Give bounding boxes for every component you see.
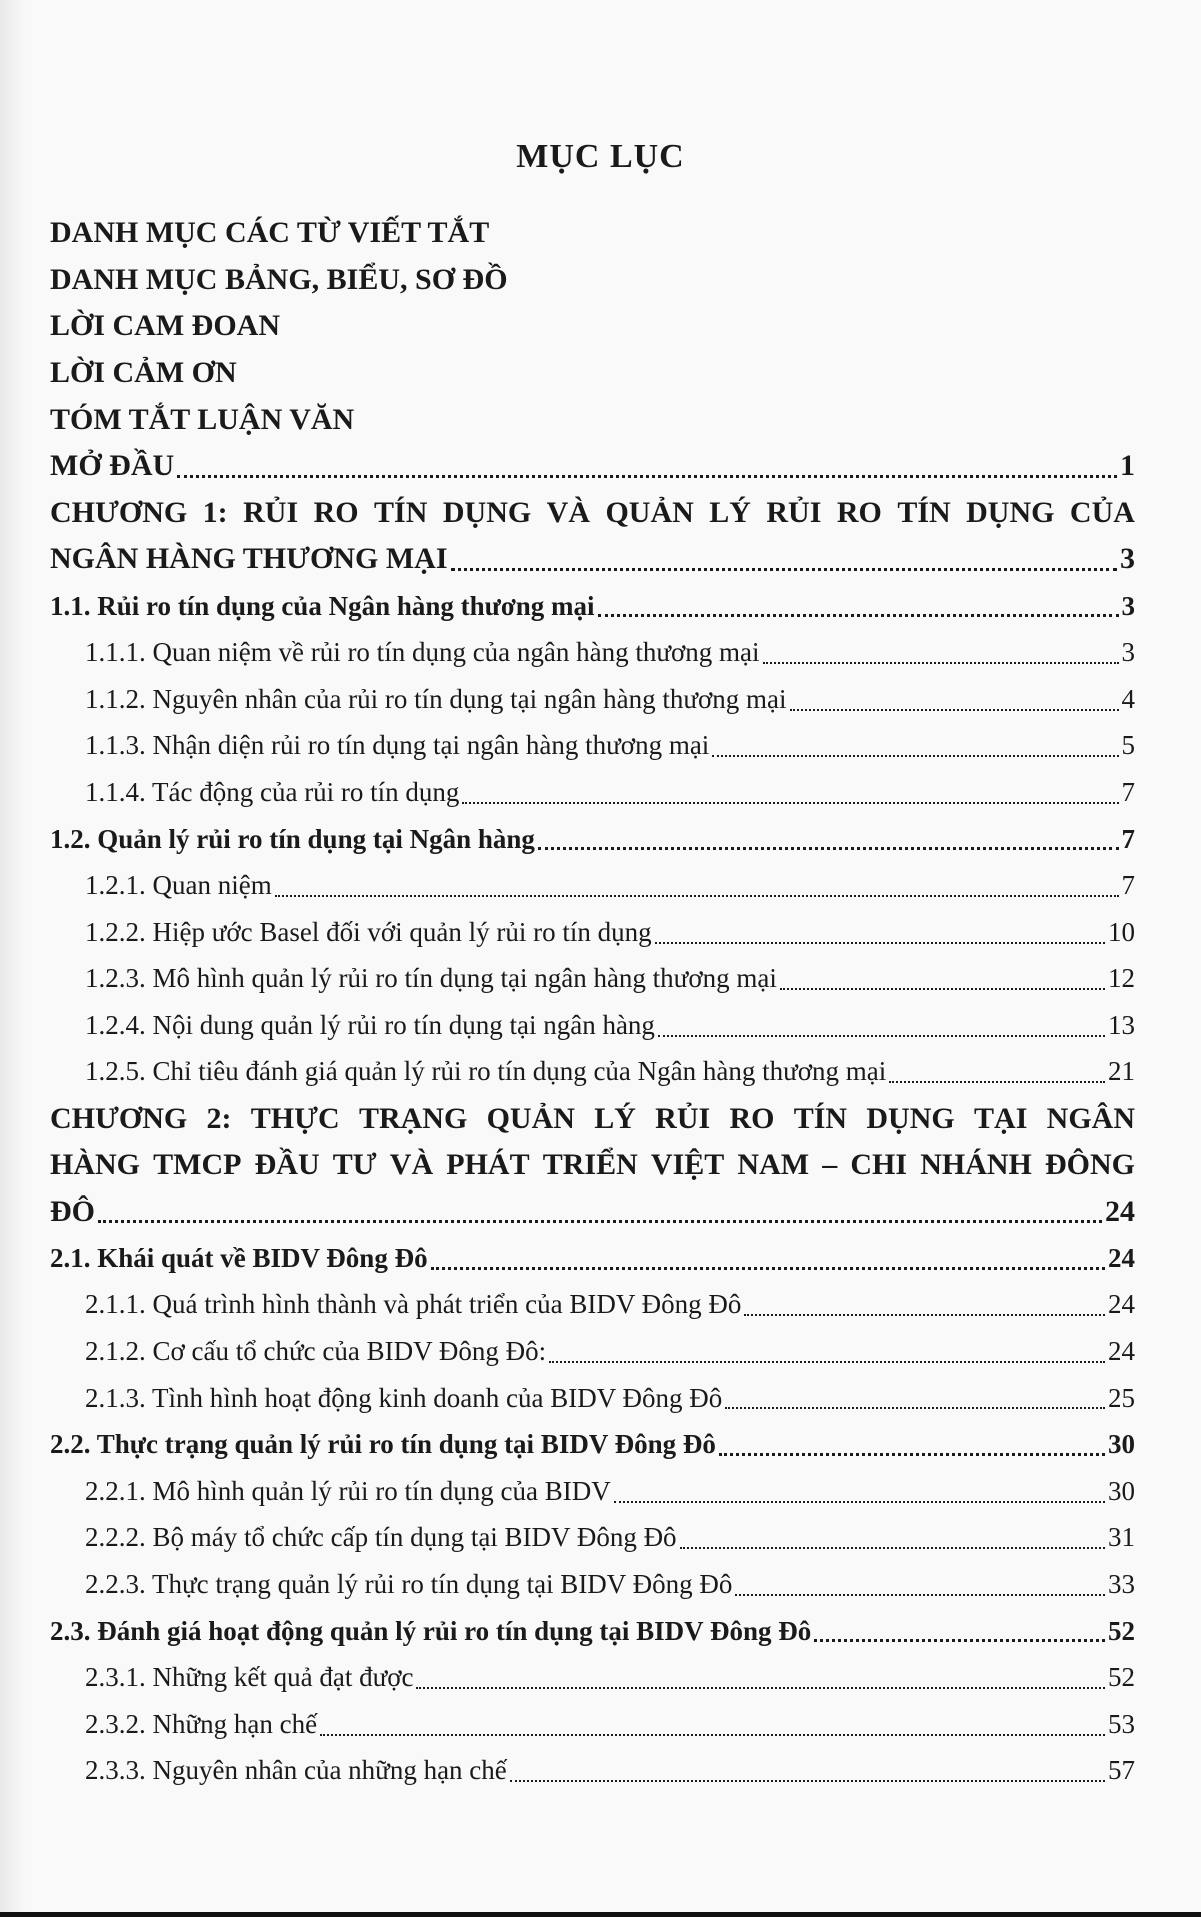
chapter-1-heading-line-2[interactable] [50,536,1135,583]
dot-leader [320,1733,1105,1736]
dot-leader [98,1219,1102,1223]
toc-page-number: 53 [1108,1708,1135,1739]
toc-entry-label: 1.1.1. Quan niệm về rủi ro tín dụng của ngân hàng thương mại [85,637,760,668]
toc-page-number: 25 [1108,1382,1135,1413]
toc-page-number: 52 [1108,1662,1135,1693]
toc-subsection[interactable] [50,1049,1135,1096]
toc-section-2-1[interactable] [50,1235,1135,1282]
toc-entry-label: 1.2.2. Hiệp ước Basel đối với quản lý rủi ro tín dụng [85,916,652,947]
toc-subsection[interactable] [50,1515,1135,1562]
dot-leader [889,1080,1105,1083]
heading-word: CHI [850,1148,908,1182]
toc-page-number: 12 [1108,963,1135,994]
heading-word: TÍN [897,495,951,529]
heading-word: 1: [202,495,228,529]
toc-subsection[interactable] [50,1002,1135,1049]
toc-subsection[interactable] [50,956,1135,1003]
heading-word: – [822,1148,838,1182]
toc-entry-label: 2.2.1. Mô hình quản lý rủi ro tín dụng của BIDV [85,1475,611,1506]
toc-page-number: 30 [1108,1475,1135,1506]
toc-page-number: 3 [1121,590,1135,621]
dot-leader [680,1546,1105,1549]
toc-page-number: 24 [1108,1336,1135,1367]
toc-page-number: 52 [1108,1615,1135,1646]
toc-entry-label: DANH MỤC BẢNG, BIỂU, SƠ ĐỒ [50,262,508,296]
heading-word: VÀ [389,1148,434,1182]
heading-word: VÀ [546,495,590,529]
toc-page-number: 13 [1108,1009,1135,1040]
chapter-1-heading-line-1[interactable] [50,490,1135,537]
page-edge-shadow [0,0,26,1917]
toc-page-number: 1 [1120,449,1135,483]
toc-subsection[interactable] [50,1748,1135,1795]
heading-word: RỦI [766,495,822,529]
table-of-contents [50,210,1135,1794]
toc-subsection[interactable] [50,723,1135,770]
toc-entry-label: 1.2.1. Quan niệm [85,870,272,901]
toc-subsection[interactable] [50,1561,1135,1608]
toc-subsection[interactable] [50,1375,1135,1422]
toc-entry-label: TÓM TẮT LUẬN VĂN [50,402,355,436]
toc-entry-label: 1.1.3. Nhận diện rủi ro tín dụng tại ngân hàng thương mại [85,730,710,761]
toc-entry[interactable] [50,396,1135,443]
toc-entry-label: 1.2. Quản lý rủi ro tín dụng tại Ngân hàng [50,823,535,854]
dot-leader [719,1452,1105,1456]
dot-leader [462,801,1118,804]
heading-word: VIỆT [650,1148,725,1182]
toc-page-number: 5 [1121,730,1135,761]
dot-leader [275,894,1119,897]
toc-subsection[interactable] [50,629,1135,676]
toc-entry-label: 2.2.2. Bộ máy tổ chức cấp tín dụng tại BIDV Đông Đô [85,1522,677,1553]
toc-subsection[interactable] [50,1282,1135,1329]
toc-page-number: 7 [1121,823,1135,854]
toc-subsection[interactable] [50,909,1135,956]
heading-word: RO [836,495,882,529]
toc-entry-label: LỜI CAM ĐOAN [50,309,280,343]
toc-page-number: 21 [1108,1056,1135,1087]
toc-page-number: 57 [1108,1755,1135,1786]
dot-leader [549,1360,1105,1363]
heading-word: TRẠNG [358,1101,468,1135]
heading-word: ĐẦU [254,1148,320,1182]
toc-page-number: 4 [1121,683,1135,714]
heading-word: CHƯƠNG [50,495,188,529]
heading-word: RO [729,1101,775,1135]
toc-page-number: 31 [1108,1522,1135,1553]
dot-leader [790,708,1119,711]
heading-word: RO [313,495,359,529]
toc-page-number: 7 [1121,776,1135,807]
toc-section-2-3[interactable] [50,1608,1135,1655]
heading-word: LÝ [709,495,751,529]
toc-entry-label: 1.2.5. Chỉ tiêu đánh giá quản lý rủi ro tín dụng của Ngân hàng thương mại [85,1056,887,1087]
toc-section-1-1[interactable] [50,583,1135,630]
chapter-2-heading-line-2[interactable] [50,1142,1135,1189]
heading-word: QUẢN [605,495,694,529]
toc-entry-label: 1.1. Rủi ro tín dụng của Ngân hàng thương mại [50,590,595,621]
dot-leader [712,754,1118,757]
toc-subsection[interactable] [50,1654,1135,1701]
toc-entry-label: MỞ ĐẦU [50,449,175,483]
dot-leader [735,1593,1105,1596]
dot-leader [655,941,1105,944]
heading-word: RỦI [655,1101,711,1135]
toc-entry-label: 2.1.1. Quá trình hình thành và phát triển của BIDV Đông Đô [85,1289,742,1320]
heading-word: DỤNG [966,495,1055,529]
toc-subsection[interactable] [50,862,1135,909]
toc-page-number: 33 [1108,1569,1135,1600]
toc-entry-label: 2.1.3. Tình hình hoạt động kinh doanh của BIDV Đông Đô [85,1382,723,1413]
toc-section-1-2[interactable] [50,816,1135,863]
toc-entry[interactable] [50,210,1135,257]
toc-entry-label: 2.3.2. Những hạn chế [85,1708,318,1739]
toc-page-number: 3 [1121,637,1135,668]
toc-entry-label: 1.1.4. Tác động của rủi ro tín dụng [85,776,460,807]
heading-word: TRIỂN [542,1148,638,1182]
toc-entry-label: 2.2.3. Thực trạng quản lý rủi ro tín dụng tại BIDV Đông Đô [85,1569,733,1600]
dot-leader [510,1779,1105,1782]
toc-page-number: 24 [1108,1242,1135,1273]
heading-word: PHÁT [446,1148,530,1182]
heading-word: NGÂN [1046,1101,1135,1135]
dot-leader [744,1313,1105,1316]
heading-word: DỤNG [442,495,532,529]
heading-word: 2: [206,1101,232,1135]
heading-word: TÍN [793,1101,848,1135]
toc-subsection[interactable] [50,676,1135,723]
toc-entry-label: 1.1.2. Nguyên nhân của rủi ro tín dụng tại ngân hàng thương mại [85,683,787,714]
toc-section-2-2[interactable] [50,1421,1135,1468]
toc-page-number: 30 [1108,1429,1135,1460]
dot-leader [416,1686,1105,1689]
dot-leader [431,1266,1105,1270]
dot-leader [658,1034,1105,1037]
heading-word: NHÁNH [920,1148,1032,1182]
toc-entry[interactable] [50,303,1135,350]
toc-entry-label: 2.3.3. Nguyên nhân của những hạn chế [85,1755,507,1786]
chapter-2-heading-line-1[interactable] [50,1095,1135,1142]
heading-word: THỰC [250,1101,340,1135]
toc-entry-label: NGÂN HÀNG THƯƠNG MẠI [50,542,448,576]
toc-subsection[interactable] [50,1701,1135,1748]
toc-subsection[interactable] [50,1328,1135,1375]
toc-entry-label: ĐÔ [50,1194,95,1228]
chapter-2-heading-line-3[interactable] [50,1188,1135,1235]
toc-entry-label: 2.3. Đánh giá hoạt động quản lý rủi ro tín dụng tại BIDV Đông Đô [50,1615,812,1646]
dot-leader [614,1500,1105,1503]
toc-entry-label: 2.1. Khái quát về BIDV Đông Đô [50,1242,428,1273]
toc-entry-mo-dau[interactable] [50,443,1135,490]
heading-word: CỦA [1069,495,1135,529]
heading-word: HÀNG [50,1148,140,1182]
toc-subsection[interactable] [50,769,1135,816]
heading-word: LÝ [594,1101,636,1135]
dot-leader [451,567,1118,571]
dot-leader [763,661,1119,664]
toc-entry-label: 1.2.3. Mô hình quản lý rủi ro tín dụng tại ngân hàng thương mại [85,963,777,994]
dot-leader [780,987,1105,990]
toc-page-number: 10 [1108,916,1135,947]
toc-entry-label: LỜI CẢM ƠN [50,356,237,390]
dot-leader [725,1406,1105,1409]
toc-entry[interactable] [50,257,1135,304]
toc-entry-label: DANH MỤC CÁC TỪ VIẾT TẮT [50,216,490,250]
heading-word: TÍN [374,495,428,529]
toc-entry-label: 2.3.1. Những kết quả đạt được [85,1662,414,1693]
toc-subsection[interactable] [50,1468,1135,1515]
toc-entry[interactable] [50,350,1135,397]
heading-word: QUẢN [486,1101,575,1135]
dot-leader [177,474,1117,478]
heading-word: TƯ [332,1148,377,1182]
heading-word: NAM [737,1148,810,1182]
heading-word: TẠI [974,1101,1028,1135]
heading-word: DỤNG [866,1101,955,1135]
toc-page-number: 24 [1108,1289,1135,1320]
heading-word: TMCP [153,1148,242,1182]
toc-entry-label: 2.2. Thực trạng quản lý rủi ro tín dụng tại BIDV Đông Đô [50,1429,716,1460]
heading-word: ĐÔNG [1045,1148,1135,1182]
dot-leader [598,613,1119,617]
dot-leader [814,1638,1105,1642]
toc-entry-label: 2.1.2. Cơ cấu tổ chức của BIDV Đông Đô: [85,1336,547,1367]
dot-leader [538,846,1119,850]
toc-page-number: 3 [1120,542,1135,576]
toc-entry-label: 1.2.4. Nội dung quản lý rủi ro tín dụng tại ngân hàng [85,1009,655,1040]
page-title: MỤC LỤC [516,138,685,175]
toc-page-number: 7 [1121,870,1135,901]
toc-page-number: 24 [1105,1194,1135,1228]
heading-word: CHƯƠNG [50,1101,188,1135]
heading-word: RỦI [243,495,299,529]
page-bottom-edge [0,1912,1201,1917]
